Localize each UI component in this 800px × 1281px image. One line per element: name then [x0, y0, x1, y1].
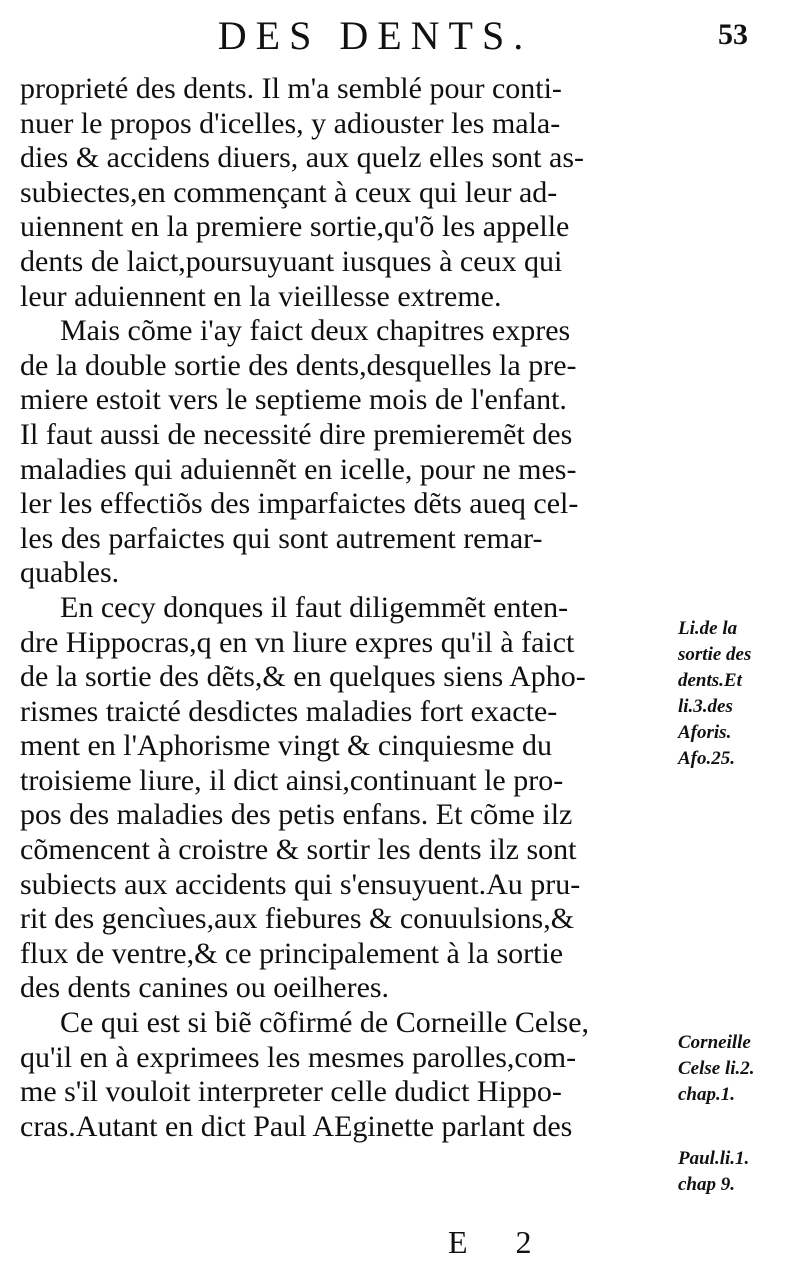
page-header: [0, 12, 800, 72]
margin-note-celse: [678, 1030, 800, 1108]
main-text: [20, 72, 680, 1144]
margin-note-hippocras: [678, 616, 800, 772]
text-line: ler les effectiõs des imparfaictes dẽts aueq cel-: [20, 487, 579, 521]
text-line: de la double sortie des dents,desquelles la pre-: [20, 348, 577, 382]
text-line: nuer le propos d'icelles, y adiouster les mala-: [20, 106, 561, 140]
note-line: chap 9.: [678, 1174, 735, 1195]
note-line: Aforis.: [678, 722, 732, 743]
text-line: leur aduiennent en la vieillesse extreme.: [20, 279, 502, 313]
text-line: maladies qui aduiennẽt en icelle, pour ne mes-: [20, 452, 577, 486]
text-line: troisieme liure, il dict ainsi,continuant le pro-: [20, 763, 564, 797]
note-line: Celse li.2.: [678, 1058, 755, 1079]
running-title: DES DENTS.: [217, 13, 533, 58]
text-line: miere estoit vers le septieme mois de l'enfant.: [20, 383, 567, 417]
text-line: proprieté des dents. Il m'a semblé pour conti-: [20, 72, 562, 105]
text-line: me s'il vouloit interpreter celle dudict Hippo-: [20, 1075, 562, 1109]
text-line: dies & accidens diuers, aux quelz elles sont as-: [20, 141, 584, 175]
signature-mark: E 2: [448, 1224, 552, 1260]
page-number: 53: [718, 18, 748, 51]
text-line: flux de ventre,& ce principalement à la sortie: [20, 936, 564, 970]
note-line: li.3.des: [678, 696, 733, 717]
text-line: dents de laict,poursuyuant iusques à ceux qui: [20, 244, 563, 278]
text-line: rismes traicté desdictes maladies fort exacte-: [20, 694, 558, 728]
text-line: Ce qui est si biẽ cõfirmé de Corneille Celse,: [60, 1006, 590, 1040]
text-line: ment en l'Aphorisme vingt & cinquiesme du: [20, 729, 552, 763]
note-line: Paul.li.1.: [678, 1148, 750, 1169]
text-line: qu'il en à exprimees les mesmes parolles,com-: [20, 1040, 577, 1074]
text-line: de la sortie des dẽts,& en quelques siens Apho-: [20, 660, 586, 694]
text-line: subiects aux accidents qui s'ensuyuent.Au pru-: [20, 867, 581, 901]
text-line: cõmencent à croistre & sortir les dents ilz sont: [20, 833, 577, 867]
text-line: subiectes,en commençant à ceux qui leur ad-: [20, 175, 558, 209]
text-line: dre Hippocras,q en vn liure expres qu'il à faict: [20, 625, 575, 659]
text-line: pos des maladies des petis enfans. Et cõme ilz: [20, 798, 573, 832]
text-line: uiennent en la premiere sortie,qu'õ les appelle: [20, 210, 570, 244]
note-line: sortie des: [678, 644, 752, 665]
note-line: Afo.25.: [678, 748, 735, 769]
text-line: rit des gencìues,aux fiebures & conuulsions,&: [20, 902, 575, 936]
text-line: Mais cõme i'ay faict deux chapitres expres: [60, 314, 571, 348]
text-line: En cecy donques il faut diligemmẽt enten-: [60, 590, 569, 624]
text-line: les des parfaictes qui sont autrement remar-: [20, 521, 543, 555]
text-line: des dents canines ou oeilheres.: [20, 971, 390, 1005]
text-line: quables.: [20, 556, 120, 590]
note-line: dents.Et: [678, 670, 742, 691]
page-footer: [0, 1224, 800, 1274]
text-line: Il faut aussi de necessité dire premieremẽt des: [20, 417, 573, 451]
margin-note-paul: [678, 1146, 800, 1198]
text-line: cras.Autant en dict Paul AEginette parlant des: [20, 1109, 573, 1143]
note-line: Li.de la: [678, 618, 738, 639]
note-line: chap.1.: [678, 1084, 735, 1105]
note-line: Corneille: [678, 1032, 751, 1053]
